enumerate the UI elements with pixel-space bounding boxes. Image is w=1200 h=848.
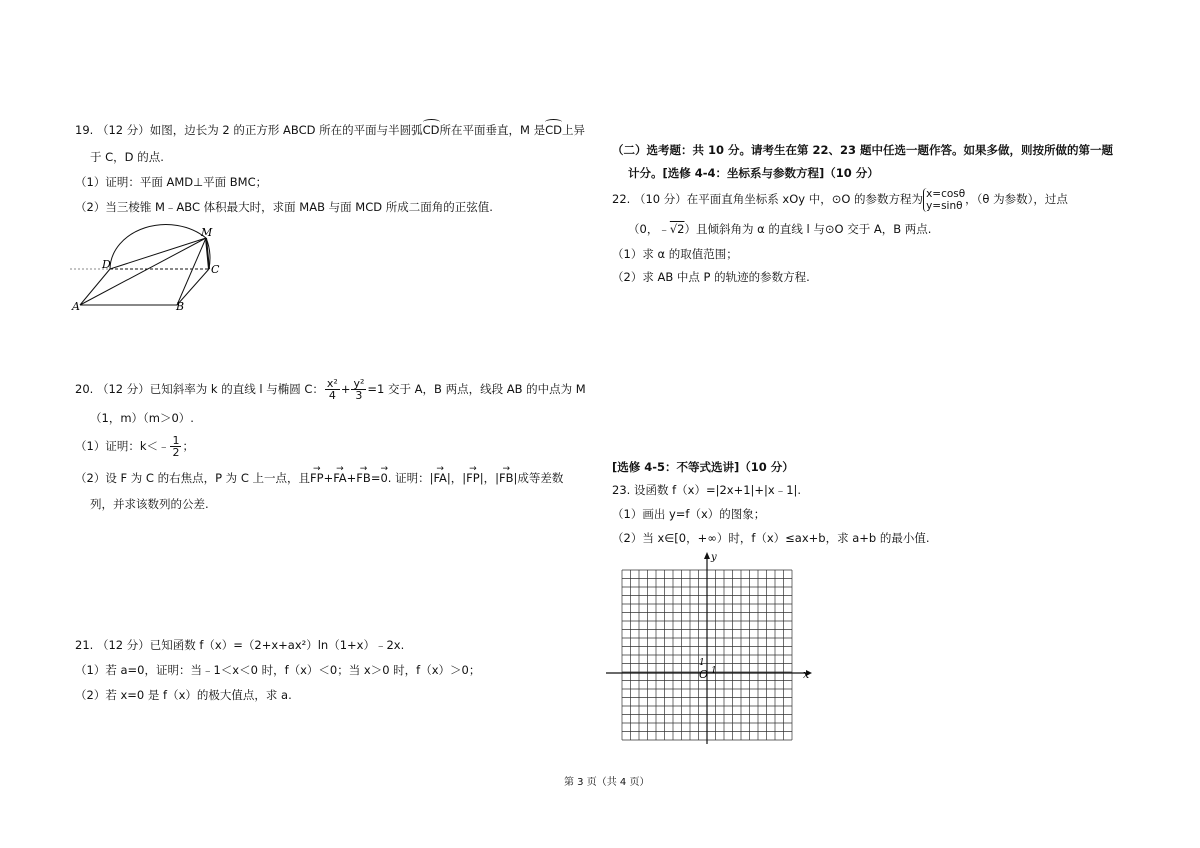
x-axis-label: x bbox=[803, 668, 810, 681]
origin-label: O bbox=[699, 668, 709, 681]
q23-part2: （2）当 x∈[0，+∞）时，f（x）≤ax+b，求 a+b 的最小值. bbox=[612, 531, 930, 545]
q19-line2: 于 C，D 的点. bbox=[90, 150, 164, 164]
section-optional-heading-2: 计分。[选修 4-4：坐标系与参数方程]（10 分） bbox=[628, 166, 879, 180]
section-optional-heading: （二）选考题：共 10 分。请考生在第 22、23 题中任选一题作答。如果多做，则按所做的第一题 bbox=[612, 143, 1114, 157]
q19-figure bbox=[70, 212, 230, 314]
y-axis-arrow bbox=[704, 552, 710, 559]
arc-cd-1: CD bbox=[422, 123, 440, 137]
page-footer: 第 3 页（共 4 页） bbox=[564, 777, 650, 788]
frac-x2-4: $\frac{\text{x²}}{4}$ bbox=[326, 377, 338, 402]
unit-x-label: 1 bbox=[711, 666, 717, 676]
edge-dm bbox=[110, 238, 206, 269]
arc-cd-2: CD bbox=[545, 123, 562, 137]
q21-part1: （1）若 a=0，证明：当﹣1＜x＜0 时，f（x）＜0；当 x＞0 时，f（x）＞0； bbox=[75, 663, 481, 677]
frac-y2-3: $\frac{\text{y²}}{3}$ bbox=[353, 377, 365, 402]
label-c: C bbox=[211, 263, 220, 276]
q20-part1: （1）证明：k＜﹣ $\frac{1}{2}$ ； bbox=[75, 434, 194, 459]
q22-part1: （1）求 α 的取值范围； bbox=[612, 247, 738, 261]
q22-line2: （0，﹣√2）且倾斜角为 α 的直线 l 与⊙O 交于 A，B 两点. bbox=[628, 222, 932, 236]
q20-line1: 20. （12 分）已知斜率为 k 的直线 l 与椭圆 C： $\frac{\text{x²}}{4}$ + $\frac{\text{y²}}{3}$ =1 交于 A，B 两点，线段 AB 的中点为 M bbox=[75, 377, 586, 402]
q21-part2: （2）若 x=0 是 f（x）的极大值点，求 a. bbox=[75, 688, 292, 702]
section-inequality-heading: [选修 4-5：不等式选讲]（10 分） bbox=[612, 460, 794, 474]
q19-part1: （1）证明：平面 AMD⊥平面 BMC； bbox=[75, 175, 268, 189]
q22-part2: （2）求 AB 中点 P 的轨迹的参数方程. bbox=[612, 270, 810, 284]
q23-part1: （1）画出 y=f（x）的图象； bbox=[612, 507, 766, 521]
q23-coordinate-grid bbox=[606, 550, 818, 746]
semicircle-arc bbox=[110, 224, 206, 269]
y-axis-label: y bbox=[711, 552, 717, 563]
edge-am bbox=[80, 238, 206, 305]
q19-part2: （2）当三棱锥 M﹣ABC 体积最大时，求面 MAB 与面 MCD 所成二面角的正弦值. bbox=[75, 200, 493, 214]
q22-line1: 22. （10 分）在平面直角坐标系 xOy 中，⊙O 的参数方程为 x=cosθ y=sinθ ，（θ 为参数），过点 bbox=[612, 187, 1068, 212]
label-m: M bbox=[201, 226, 213, 239]
unit-y-label: 1 bbox=[699, 658, 705, 668]
edge-bm bbox=[177, 238, 206, 305]
frac-half: $\frac{1}{2}$ bbox=[172, 434, 180, 459]
q21-line1: 21. （12 分）已知函数 f（x）=（2+x+ax²）ln（1+x）﹣2x. bbox=[75, 638, 405, 652]
q19-line1: 19. （12 分）如图，边长为 2 的正方形 ABCD 所在的平面与半圆弧CD所在平面垂直，M 是CD上异 bbox=[75, 123, 585, 137]
q20-part2: （2）设 F 为 C 的右焦点，P 为 C 上一点，且→ FP+→ FA+→ FB=→ 0. 证明：|→ FA|，|→ FP|，|→ FB|成等差数 bbox=[75, 470, 563, 486]
q20-line3: 列，并求该数列的公差. bbox=[90, 497, 209, 511]
label-d: D bbox=[102, 258, 111, 271]
edge-ad bbox=[80, 269, 110, 305]
label-b: B bbox=[176, 300, 185, 313]
label-a: A bbox=[72, 300, 80, 313]
q20-line2: （1，m）（m＞0）. bbox=[90, 411, 194, 425]
param-system: x=cosθ y=sinθ bbox=[923, 188, 965, 212]
q23-line1: 23. 设函数 f（x）=|2x+1|+|x﹣1|. bbox=[612, 483, 802, 497]
